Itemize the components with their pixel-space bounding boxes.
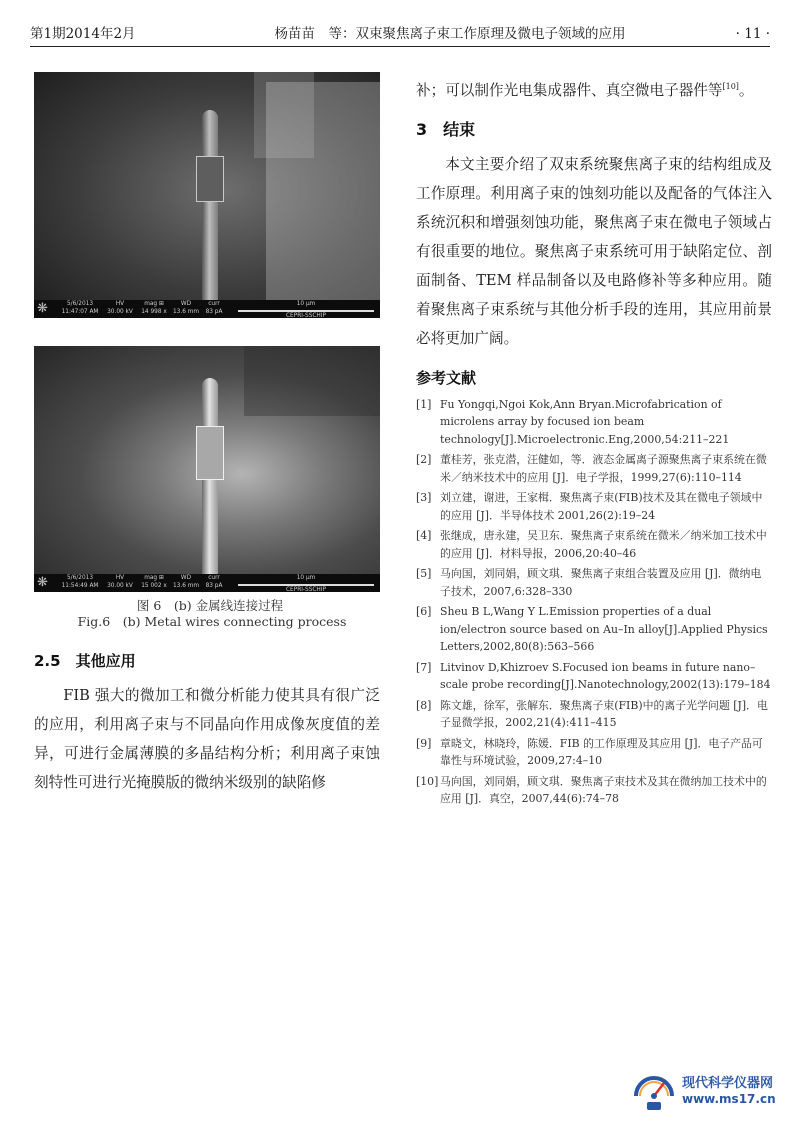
reference-text: 刘立建，谢进，王家楫．聚焦离子束(FIB)技术及其在微电子领域中的应用 [J]．半导体技术 2001,26(2):19–24	[440, 491, 763, 522]
reference-item	[416, 489, 772, 524]
references-heading: 参考文献	[416, 368, 477, 387]
continued-paragraph	[416, 72, 772, 105]
reference-text: Fu Yongqi,Ngoi Kok,Ann Bryan.Microfabrication of microlens array by focused ion beam technology[J].Microelectronic.Eng,2000,54:211–221	[440, 397, 730, 446]
continued-text: 补；可以制作光电集成器件、真空微电子器件等	[416, 81, 723, 99]
databar-curr: 83 pA	[205, 308, 223, 315]
databar-date: 5/6/2013	[66, 301, 94, 307]
reference-text: Sheu B L,Wang Y L.Emission properties of a dual ion/electron source based on Au–In alloy[J].Applied Physics Letters,2002,80(8):563–566	[440, 605, 768, 654]
reference-item	[416, 396, 772, 449]
reference-number: [4]	[416, 529, 432, 543]
databar-wd-label: WD	[180, 575, 192, 581]
page-header	[30, 22, 770, 47]
scale-label: 10 μm	[296, 575, 316, 581]
scale-label: 10 μm	[296, 301, 316, 307]
reference-number: [10]	[416, 774, 439, 788]
reference-item	[416, 697, 772, 732]
databar-org: CEPRI-SSCHIP	[285, 312, 326, 318]
databar-wd: 13.6 mm	[172, 308, 200, 315]
databar-hv-label: HV	[115, 301, 125, 307]
reference-number: [9]	[416, 736, 432, 750]
watermark-url[interactable]: www.ms17.cn	[682, 1092, 776, 1106]
databar-org: CEPRI-SSCHIP	[285, 586, 326, 592]
databar-curr-label: curr	[208, 575, 220, 581]
databar-curr: 83 pA	[205, 582, 223, 589]
running-title: 杨苗苗 等：双束聚焦离子束工作原理及微电子领域的应用	[274, 26, 626, 42]
databar-hv: 30.00 kV	[107, 308, 133, 315]
figure-caption-en: Fig.6 (b) Metal wires connecting process	[77, 614, 347, 629]
sem-image-1	[34, 72, 380, 318]
databar-mag-label: mag ⊞	[144, 575, 164, 581]
reference-number: [1]	[416, 397, 432, 411]
section-heading-3: 3 结束	[416, 119, 476, 139]
reference-text: 马向国，刘同娟，顾文琪．聚焦离子束组合装置及应用 [J]．微纳电子技术，2007,6:328–330	[440, 567, 762, 598]
databar-time: 11:47:07 AM	[61, 308, 99, 315]
reference-number: [7]	[416, 660, 432, 674]
reference-item	[416, 735, 772, 770]
databar-hv-label: HV	[115, 575, 125, 581]
citation-marker: [10]	[722, 82, 739, 91]
databar-hv: 30.00 kV	[107, 582, 133, 589]
databar-wd: 13.6 mm	[172, 582, 200, 589]
databar-wd-label: WD	[180, 301, 192, 307]
journal-issue: 第1期2014年2月	[30, 26, 136, 42]
sem-databar-2	[34, 574, 380, 592]
reference-number: [2]	[416, 453, 432, 467]
reference-item	[416, 527, 772, 562]
reference-text: Litvinov D,Khizroev S.Focused ion beams in future nano–scale probe recording[J].Nanotechnology,2002(13):179–184	[440, 660, 771, 692]
fei-logo-icon: ❋	[37, 575, 48, 590]
section-2-5-paragraph: FIB 强大的微加工和微分析能力使其具有很广泛的应用，利用离子束与不同晶向作用成像灰度值的差异，可进行金属薄膜的多晶结构分析；利用离子束蚀刻特性可进行光掩膜版的微纳米级别的缺陷修	[34, 687, 380, 791]
conclusion-paragraph: 本文主要介绍了双束系统聚焦离子束的结构组成及工作原理。利用离子束的蚀刻功能以及配备的气体注入系统沉积和增强刻蚀功能，聚焦离子束在微电子领域占有很重要的地位。聚焦离子束系统可用于缺陷定位、剖面制备、TEM 样品制备以及电路修补等多种应用。随着聚焦离子束系统与其他分析手段的连用，其应用前景必将更加广阔。	[416, 155, 772, 347]
site-watermark	[630, 1066, 790, 1114]
reference-number: [5]	[416, 567, 432, 581]
databar-mag: 14 998 x	[141, 308, 167, 315]
sem-databar-1	[34, 300, 380, 318]
reference-list	[416, 396, 772, 808]
reference-item	[416, 451, 772, 486]
reference-number: [3]	[416, 491, 432, 505]
watermark-title: 现代科学仪器网	[682, 1076, 774, 1091]
reference-text: 张继成，唐永建，吴卫东．聚焦离子束系统在微米／纳米加工技术中的应用 [J]．材料导报，2006,20:40–46	[440, 529, 767, 560]
reference-text: 章晓文，林晓玲，陈媛．FIB 的工作原理及其应用 [J]．电子产品可靠性与环境试验，2009,27:4–10	[440, 736, 763, 768]
databar-mag-label: mag ⊞	[144, 301, 164, 307]
reference-text: 董桂芳，张克潜，汪健如，等．液态金属离子源聚焦离子束系统在微米／纳米技术中的应用 [J]．电子学报，1999,27(6):110–114	[440, 453, 767, 484]
right-column	[416, 72, 772, 811]
figure-caption-zh: 图 6 (b) 金属线连接过程	[136, 598, 284, 613]
reference-text: 陈文雄，徐军，张解东．聚焦离子束(FIB)中的离子光学问题 [J]．电子显微学报，2002,21(4):411–415	[440, 698, 768, 730]
reference-number: [8]	[416, 698, 432, 712]
reference-item	[416, 773, 772, 808]
databar-mag: 15 002 x	[141, 582, 167, 589]
page-number: · 11 ·	[735, 26, 770, 42]
continued-text-end: 。	[738, 81, 754, 99]
reference-item	[416, 603, 772, 656]
left-column	[34, 72, 380, 797]
databar-date: 5/6/2013	[66, 575, 94, 581]
reference-number: [6]	[416, 605, 432, 619]
databar-time: 11:54:49 AM	[61, 582, 99, 589]
reference-item	[416, 659, 772, 694]
scale-bar	[238, 301, 374, 318]
reference-item	[416, 565, 772, 600]
scale-bar	[238, 575, 374, 592]
section-heading-2-5: 2.5 其他应用	[34, 652, 136, 670]
gauge-logo-icon	[630, 1066, 678, 1114]
fei-logo-icon: ❋	[37, 301, 48, 316]
sem-image-2	[34, 346, 380, 592]
reference-text: 马向国，刘同娟，顾文琪．聚焦离子束技术及其在微纳加工技术中的应用 [J]．真空，2007,44(6):74–78	[440, 774, 767, 806]
databar-curr-label: curr	[208, 301, 220, 307]
